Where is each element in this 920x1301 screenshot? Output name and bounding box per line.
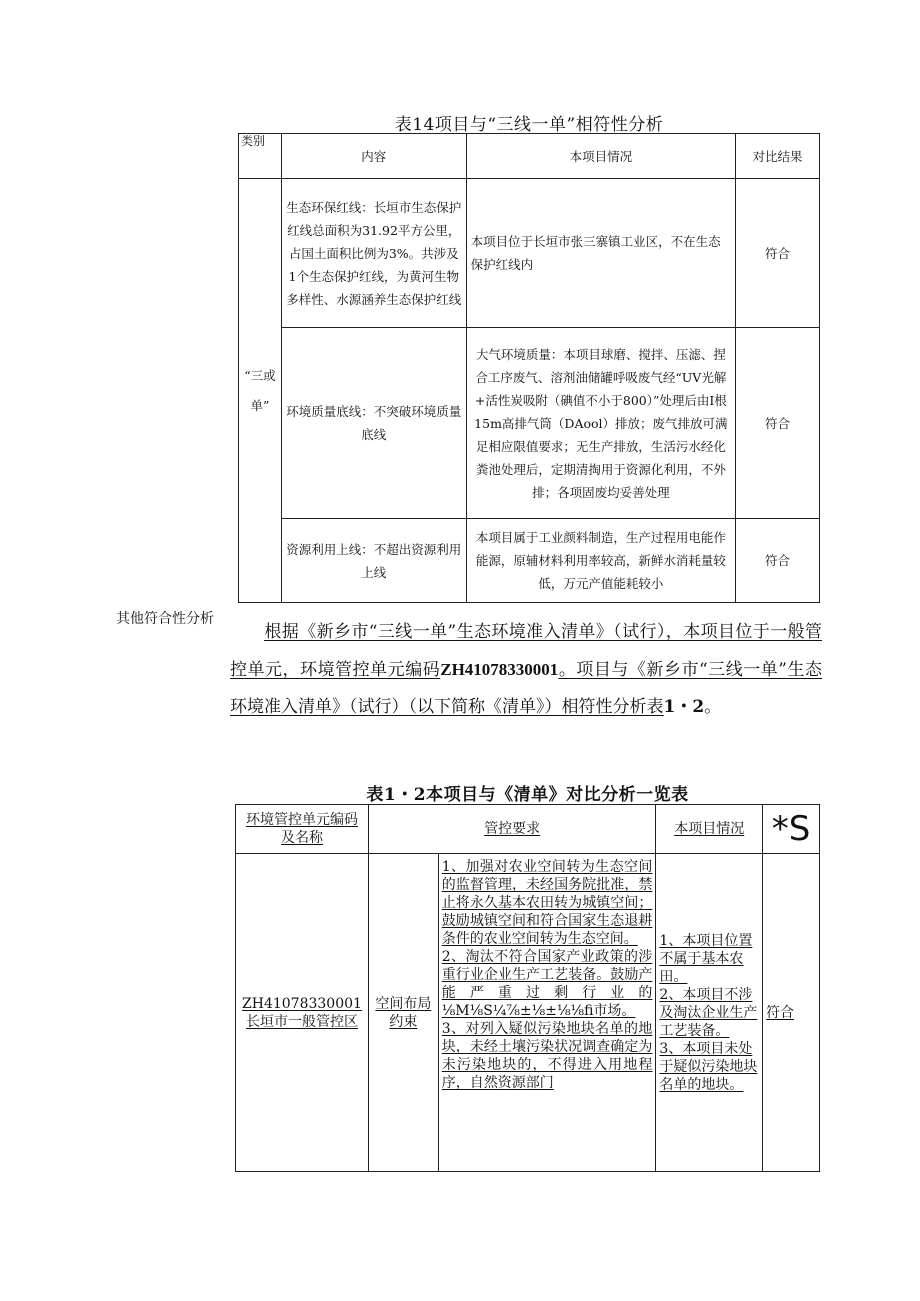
header-content: 内容 [281, 134, 466, 179]
row3-situation: 本项目属于工业颜料制造，生产过程用电能作能源，原辅材料利用率较高，新鲜水消耗量较低，万元产值能耗较小 [466, 519, 736, 603]
unit-code: ZH41078330001 [440, 660, 559, 679]
header-unit: 环境管控单元编码及名称 [236, 805, 369, 854]
table1-caption: 表14项目与“三线一单”相符性分析 [394, 115, 664, 135]
table1-header-row [239, 134, 820, 179]
requirement-item: 3、对列入疑似污染地块名单的地块，未经土壤污染状况调查确定为未污染地块的，不得进入用地程序，自然资源部门 [441, 1021, 653, 1091]
table1-row [239, 328, 820, 519]
table1-row [239, 179, 820, 328]
row3-content: 资源利用上线：不超出资源利用上线 [281, 519, 466, 603]
table-ref: 1・2 [663, 697, 705, 717]
situations-cell [656, 854, 763, 1172]
side-label: 其他符合性分析 [116, 611, 214, 627]
analysis-paragraph: 根据《新乡市“三线一单”生态环境准入清单》（试行），本项目位于一般管控单元，环境管控单元编码ZH41078330001。项目与《新乡市“三线一单”生态环境准入清单》（试行）（以下简称《清单》）相符性分析表1・2。 [230, 622, 822, 717]
unit-name: ZH41078330001长垣市一般管控区 [236, 854, 369, 1172]
requirement-item: 2、淘汰不符合国家产业政策的涉重行业企业生产工艺装备。鼓励产能严重过剩行业的⅛M⅛S¼⅞±⅛±⅛⅛fi市场。 [441, 949, 653, 1019]
row-result: 符合 [763, 854, 820, 1172]
group-label: “三或 单” [239, 179, 282, 603]
table1 [238, 133, 820, 603]
row2-content: 环境质量底线：不突破环境质量底线 [281, 328, 466, 519]
table2-row [236, 854, 820, 1172]
category: 空间布局约束 [368, 854, 438, 1172]
table2 [235, 804, 820, 1172]
row1-situation: 本项目位于长垣市张三寨镇工业区，不在生态保护红线内 [466, 179, 736, 328]
situation-item: 2、本项目不涉及淘汰企业生产工艺装备。 [659, 986, 758, 1039]
requirement-item: 1、加强对农业空间转为生态空间的监督管理，未经国务院批准，禁止将永久基本农田转为城镇空间；鼓励城镇空间和符合国家生态退耕条件的农业空间转为生态空间。 [441, 859, 653, 947]
table1-row [239, 519, 820, 603]
row2-result: 符合 [736, 328, 820, 519]
situation-item: 3、本项目未处于疑似污染地块名单的地块。 [659, 1040, 758, 1093]
header-result: *S [763, 805, 820, 854]
requirements-cell [438, 854, 656, 1172]
header-result: 对比结果 [736, 134, 820, 179]
header-category: 类别 [239, 134, 282, 179]
header-requirement: 管控要求 [368, 805, 655, 854]
row2-situation: 大气环境质量：本项目球磨、搅拌、压滤、捏合工序废气、溶剂油储罐呼吸废气经“UV光解+活性炭吸附（碘值不小于800）”处理后由I根15m高排气筒（DAool）排放；废气排放可满足相应限值要求；无生产排放，生活污水经化粪池处理后，定期清掏用于资源化利用，不外排；各项固废均妥善处理 [466, 328, 736, 519]
row1-result: 符合 [736, 179, 820, 328]
row3-result: 符合 [736, 519, 820, 603]
table2-header-row [236, 805, 820, 854]
row1-content: 生态环保红线：长垣市生态保护红线总面积为31.92平方公里，占国土面积比例为3%。共涉及1个生态保护红线，为黄河生物多样性、水源涵养生态保护红线 [281, 179, 466, 328]
situation-item: 1、本项目位置不属于基本农田。 [659, 932, 753, 985]
header-situation: 本项目情况 [466, 134, 736, 179]
table2-caption: 表1・2本项目与《清单》对比分析一览表 [366, 785, 689, 805]
header-situation: 本项目情况 [656, 805, 763, 854]
